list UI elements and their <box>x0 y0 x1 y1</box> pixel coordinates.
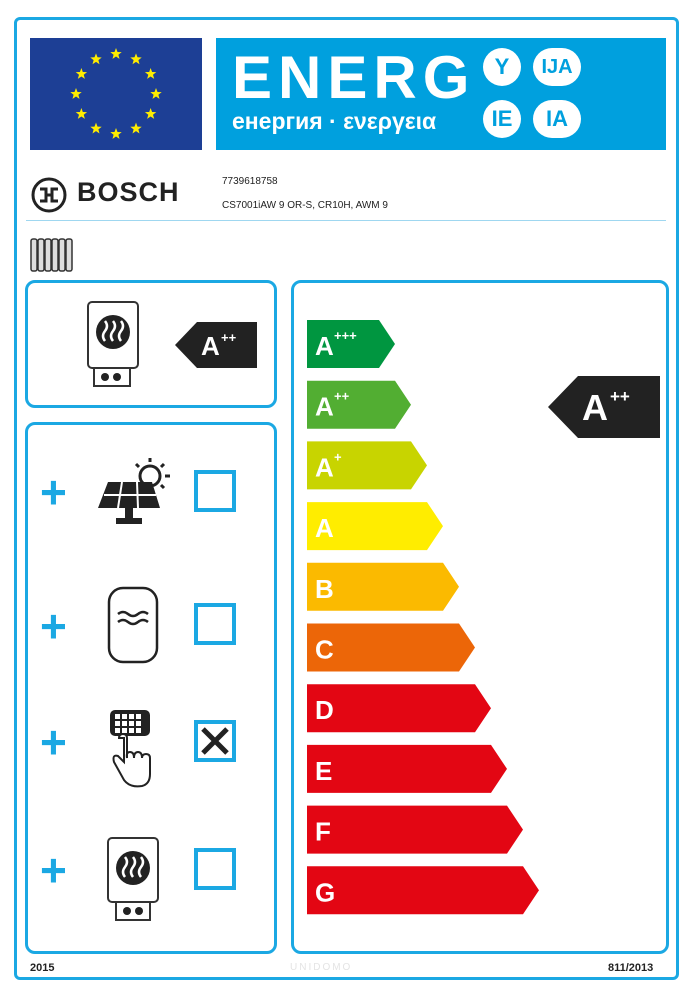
control-checkbox[interactable] <box>194 720 236 762</box>
scale-letter: A <box>315 452 334 483</box>
heater-class-arrow <box>175 322 257 368</box>
scale-arrow-f <box>307 806 523 854</box>
lang-suffix-ie: IE <box>483 100 521 138</box>
brand-name: BOSCH <box>77 177 180 207</box>
checked-x-icon <box>198 724 232 758</box>
plus-sign: + <box>40 600 67 652</box>
scale-superscript: ++ <box>334 388 350 404</box>
watermark: UNIDOMO <box>290 962 353 973</box>
tank-checkbox[interactable] <box>194 603 236 645</box>
separator-line <box>26 220 666 221</box>
energy-subtitle: енергия · ενεργεια <box>232 108 437 134</box>
solar-panel-icon <box>92 456 178 528</box>
eu-star <box>150 88 161 99</box>
temperature-control-icon <box>104 708 156 792</box>
scale-letter: B <box>315 573 334 604</box>
eu-stars-icon <box>30 38 202 150</box>
eu-star <box>130 53 141 64</box>
scale-arrow-d <box>307 684 491 732</box>
supplementary-heater-icon <box>104 836 162 922</box>
scale-arrow-e <box>307 745 507 793</box>
scale-letter: G <box>315 877 336 908</box>
eu-flag <box>30 38 202 150</box>
scale-letter: C <box>315 634 334 665</box>
model-description: CS7001iAW 9 OR-S, CR10H, AWM 9 <box>222 200 388 211</box>
scale-arrow-g <box>307 866 539 914</box>
package-rating-arrow <box>548 376 660 438</box>
eu-star <box>145 108 156 119</box>
heater-class-letter: A <box>201 331 220 361</box>
energy-word: ENERG <box>232 44 476 111</box>
plus-sign: + <box>40 466 67 518</box>
heater-icon <box>84 300 142 390</box>
scale-letter: A <box>315 331 334 361</box>
eu-star <box>90 123 101 134</box>
scale-letter: A <box>315 513 334 544</box>
package-class-letter: A <box>582 387 608 428</box>
heater-checkbox[interactable] <box>194 848 236 890</box>
scale-letter: A <box>315 391 334 422</box>
label-year: 2015 <box>30 962 55 974</box>
lang-suffix-ia: IA <box>533 100 581 138</box>
scale-letter: E <box>315 755 333 786</box>
eu-star <box>110 48 121 59</box>
eu-star <box>76 68 87 79</box>
eu-star <box>130 123 141 134</box>
scale-letter: D <box>315 695 334 726</box>
scale-superscript: + <box>334 449 342 465</box>
lang-suffix-ija: IJA <box>533 48 581 86</box>
lang-suffix-y: Y <box>483 48 521 86</box>
plus-sign: + <box>40 844 67 896</box>
hot-water-tank-icon <box>106 582 160 666</box>
eu-star <box>145 68 156 79</box>
eu-star <box>110 128 121 139</box>
scale-letter: F <box>315 816 331 847</box>
bosch-armature-logo <box>30 176 68 214</box>
model-number: 7739618758 <box>222 176 278 187</box>
radiator-icon <box>28 236 74 274</box>
eu-star <box>70 88 81 99</box>
plus-sign: + <box>40 716 67 768</box>
solar-checkbox[interactable] <box>194 470 236 512</box>
eu-star <box>76 108 87 119</box>
eu-star <box>90 53 101 64</box>
regulation-number: 811/2013 <box>608 962 654 974</box>
scale-superscript: +++ <box>334 328 357 343</box>
heater-class-sup: ++ <box>221 330 237 345</box>
package-class-sup: ++ <box>610 387 630 406</box>
